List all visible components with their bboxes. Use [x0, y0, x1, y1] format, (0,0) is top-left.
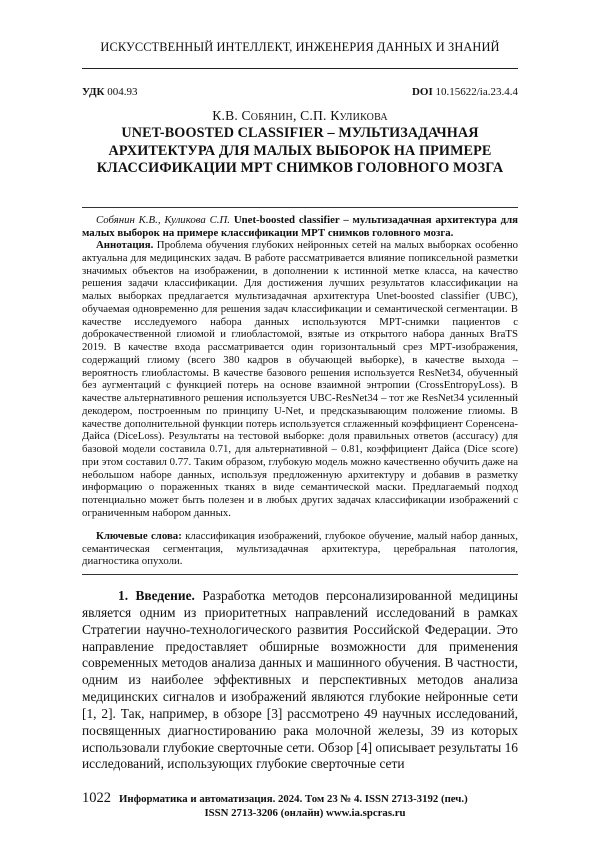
citation-title: Unet-boosted classifier – мультизадачная архитектура для малых выборок на примере классификации МРТ снимков головного мозга. — [82, 214, 518, 239]
keywords — [82, 530, 518, 568]
abstract-top-divider — [82, 207, 518, 208]
abstract-bottom-divider — [82, 574, 518, 575]
doi — [412, 86, 518, 98]
doi-label: DOI — [412, 86, 433, 98]
header-divider — [82, 68, 518, 69]
keywords-text: классификация изображений, глубокое обучение, малый набор данных, семантическая сегментация, мультизадачная архитектура, церебральная патология, диагностика опухоли. — [82, 530, 518, 567]
udk-label: УДК — [82, 86, 105, 98]
udk-value: 004.93 — [107, 86, 137, 98]
abstract-text: Проблема обучения глубоких нейронных сетей на малых выборках особенно актуальна для медицинских задач. В работе рассматривается влияние попиксельной разметки значимых объектов на изображении, в дополнении к истинной метке класса, на качество решения задачи классификации. Для достижения лучших результатов классификации на малых выборках предлагается мультизадачная архитектура Unet-boosted classifier (UBC), обучаемая одновременно для решения задач классификации и семантической сегментации. В качестве исследуемого набора данных используются МРТ-снимки пациентов с доброкачественной глиомой и глиобластомой, взятые из открытого набора данных BraTS 2019. В качестве входа рассматривается один горизонтальный срез МРТ-изображения, содержащий глиому (всего 380 кадров в обучающей выборке), в качестве выхода – вероятность глиобластомы. В качестве базового решения используется ResNet34, обученный без аугментаций с функцией потерь на основе взаимной энтропии (CrossEntropyLoss). В качестве альтернативного решения используется UBC-ResNet34 – тот же ResNet34 усиленный декодером, построенным по принципу U-Net, и предсказывающим положение глиомы. В качестве дополнительной функции потерь используется сглаженный коэффициент Соренсена-Дайса (DiceLoss). Результаты на тестовой выборке: доля правильных ответов (accuracy) для базовой модели составила 0.71, для альтернативной – 0.81, коэффициент Дайса (Dice score) при этом составил 0.77. Таким образом, глубокую модель можно качественно обучить даже на небольшом наборе данных, используя предложенную архитектуру и добавив в разметку информацию о пораженных тканях в виде семантической маски. Предлагаемый подход потенциально может быть полезен и в любых других задачах классификации изображений с ограниченным набором данных. — [82, 239, 518, 519]
footer-journal-info: Информатика и автоматизация. 2024. Том 23 № 4. ISSN 2713-3192 (печ.) — [119, 793, 468, 805]
citation-authors: Собянин К.В., Куликова С.П. — [96, 214, 230, 226]
article-authors: К.В. Собянин, С.П. Куликова — [82, 108, 518, 124]
footer-online-issn: ISSN 2713-3206 (онлайн) www.ia.spcras.ru — [119, 807, 491, 819]
introduction-paragraph — [82, 588, 518, 773]
page-number: 1022 — [82, 790, 111, 807]
keywords-label: Ключевые слова: — [96, 530, 182, 542]
abstract-label: Аннотация. — [96, 239, 153, 251]
section-heading: 1. Введение. — [118, 588, 195, 603]
doi-value: 10.15622/ia.23.4.4 — [436, 86, 519, 98]
abstract — [82, 239, 518, 520]
article-title: UNET-BOOSTED CLASSIFIER – МУЛЬТИЗАДАЧНАЯ АРХИТЕКТУРА ДЛЯ МАЛЫХ ВЫБОРОК НА ПРИМЕРЕ КЛАССИФИКАЦИИ МРТ СНИМКОВ ГОЛОВНОГО МОЗГА — [82, 125, 518, 178]
udk-code — [82, 86, 138, 98]
citation — [82, 214, 518, 239]
journal-section-header: ИСКУССТВЕННЫЙ ИНТЕЛЛЕКТ, ИНЖЕНЕРИЯ ДАННЫХ И ЗНАНИЙ — [82, 40, 518, 55]
section-text: Разработка методов персонализированной медицины является одним из приоритетных направлений исследований в рамках Стратегии научно-технологического развития Российской Федерации. Это направление предоставляет обширные возможности для применения современных методов анализа данных и машинного обучения. В частности, одним из наиболее эффективных и перспективных методов анализа медицинских сигналов и изображений являются глубокие нейронные сети [1, 2]. Так, например, в обзоре [3] рассмотрено 49 научных исследований, посвященных диагностированию рака молочной железы, 39 из которых использовали глубокие сверточные сети. Обзор [4] описывает результаты 16 исследований, использующих глубокие сверточные сети — [82, 588, 518, 771]
